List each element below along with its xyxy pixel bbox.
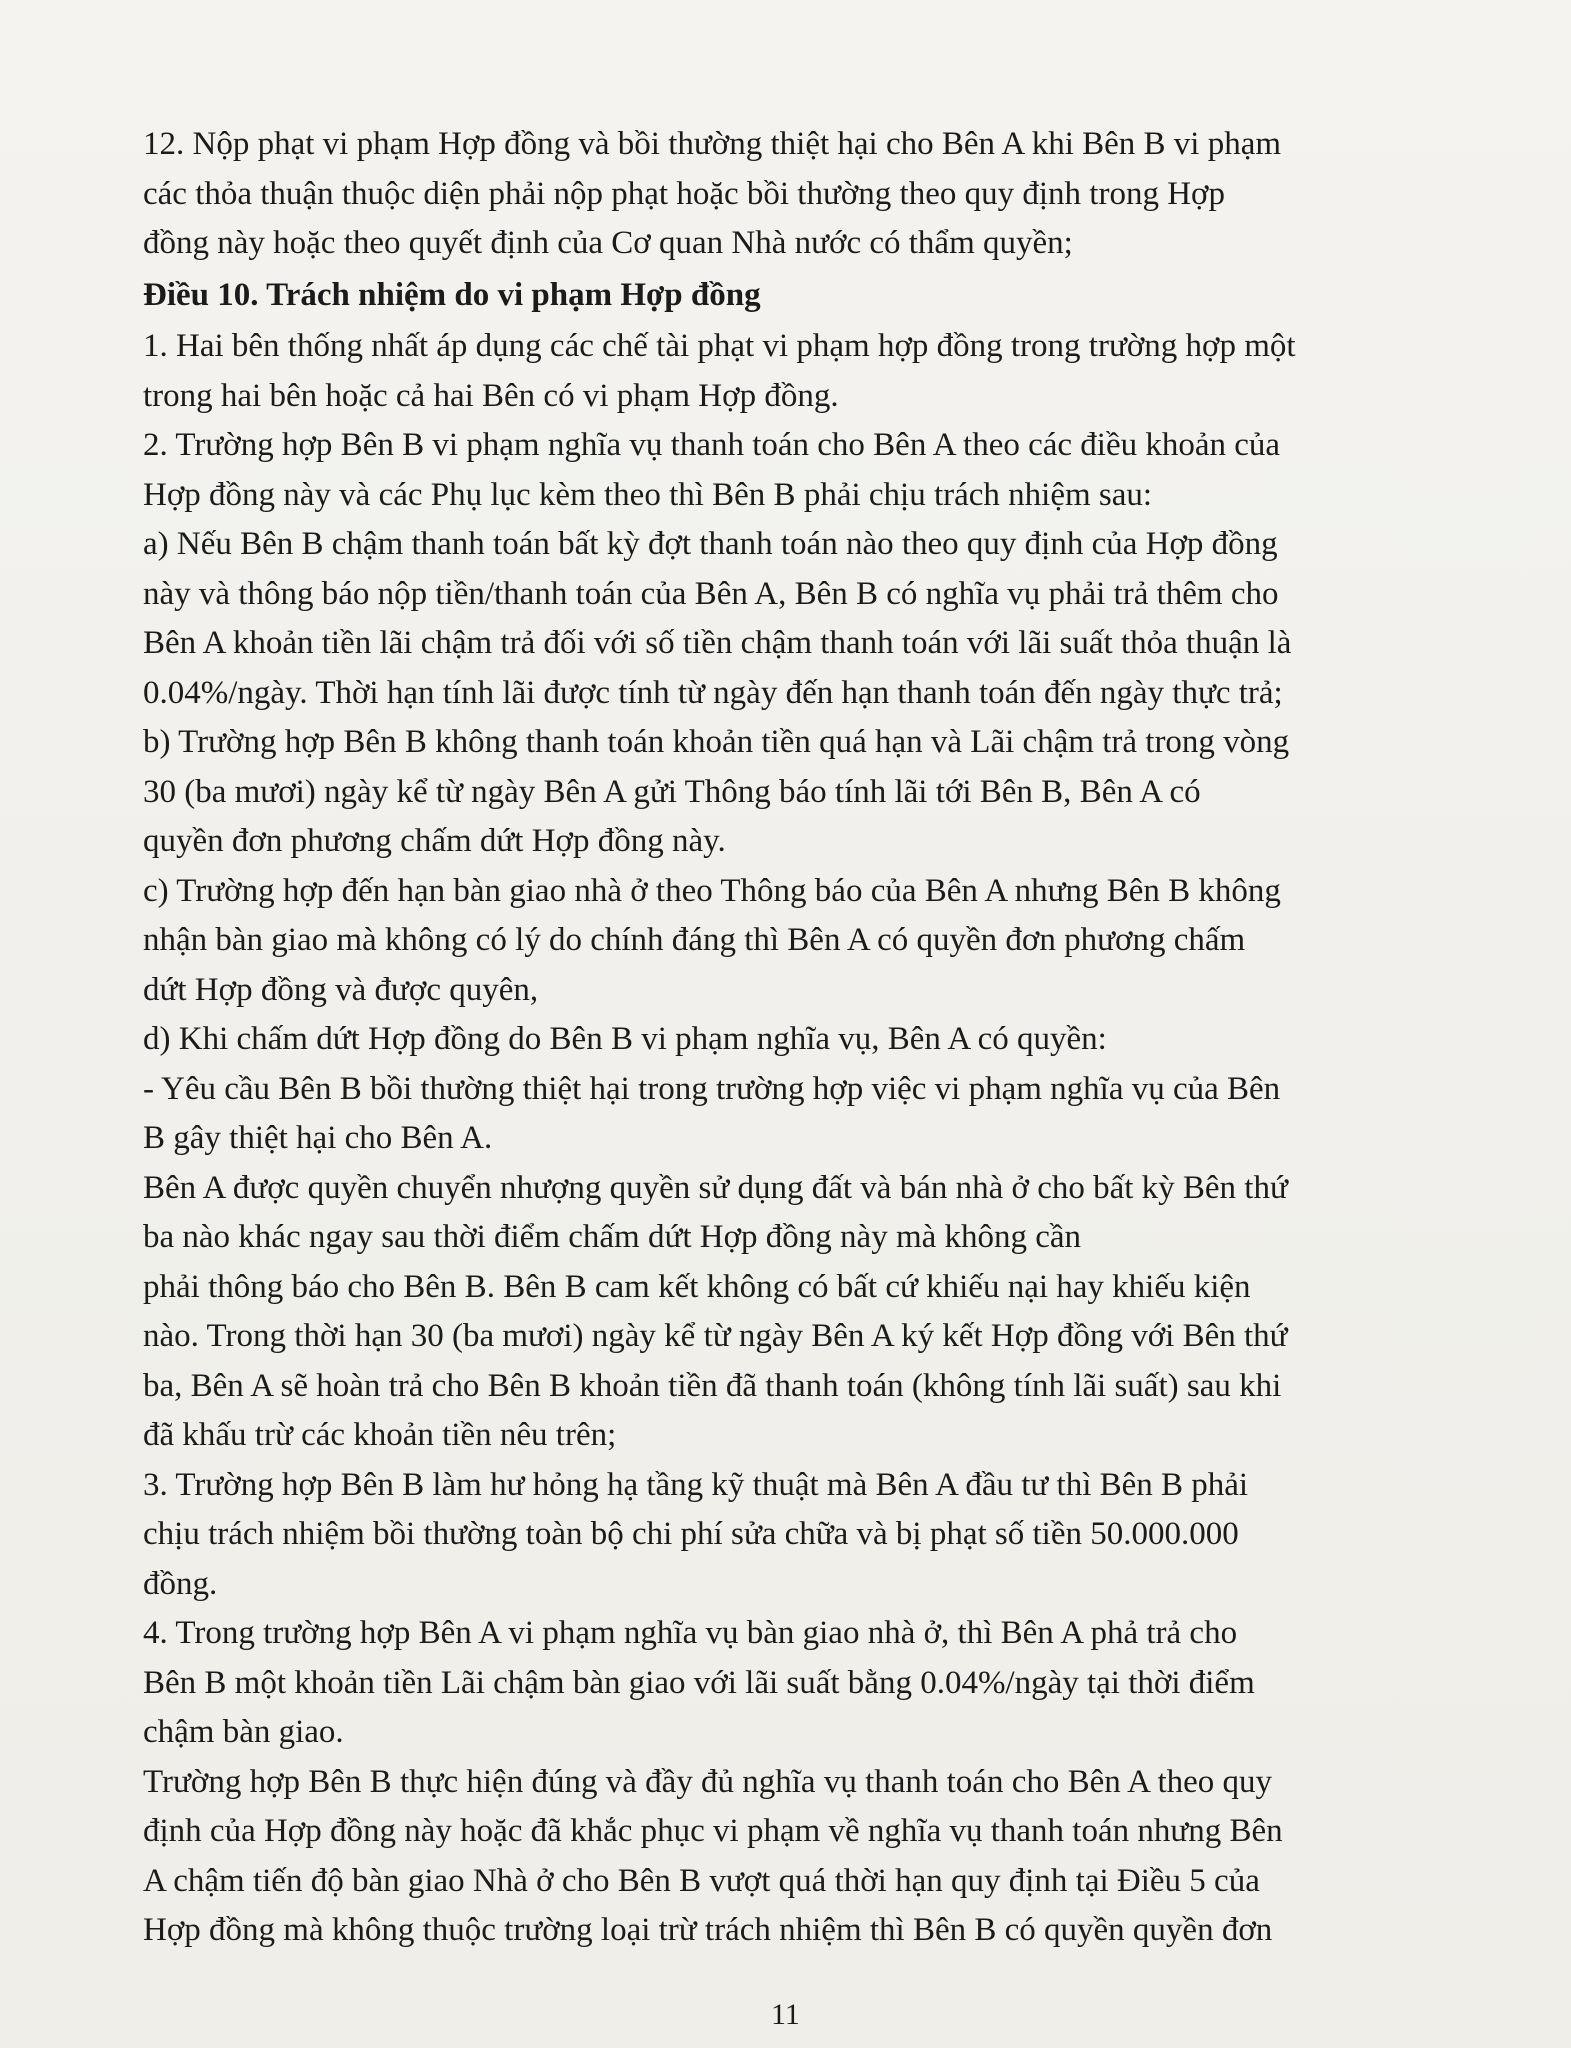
text-line: chậm bàn giao. xyxy=(143,1714,344,1750)
text-line: ba nào khác ngay sau thời điểm chấm dứt Hợp đồng này mà không cần xyxy=(143,1219,1082,1255)
text-line: chịu trách nhiệm bồi thường toàn bộ chi phí sửa chữa và bị phạt số tiền 50.000.000 xyxy=(143,1516,1239,1552)
text-line: b) Trường hợp Bên B không thanh toán khoản tiền quá hạn và Lãi chậm trả trong vòng xyxy=(143,724,1290,760)
text-line: dứt Hợp đồng và được quyên, xyxy=(143,971,539,1008)
text-line: định của Hợp đồng này hoặc đã khắc phục vi phạm về nghĩa vụ thanh toán nhưng Bên xyxy=(143,1813,1283,1849)
text-line: 2. Trường hợp Bên B vi phạm nghĩa vụ thanh toán cho Bên A theo các điều khoản của xyxy=(143,427,1281,463)
text-line: đồng này hoặc theo quyết định của Cơ quan Nhà nước có thẩm quyền; xyxy=(143,225,1073,261)
text-line: Hợp đồng này và các Phụ lục kèm theo thì Bên B phải chịu trách nhiệm sau: xyxy=(143,476,1153,513)
text-line: d) Khi chấm dứt Hợp đồng do Bên B vi phạm nghĩa vụ, Bên A có quyền: xyxy=(143,1021,1107,1057)
text-line: B gây thiệt hại cho Bên A. xyxy=(143,1120,493,1156)
text-line: Bên A được quyền chuyển nhượng quyền sử dụng đất và bán nhà ở cho bất kỳ Bên thứ xyxy=(143,1169,1288,1206)
text-line: 4. Trong trường hợp Bên A vi phạm nghĩa vụ bàn giao nhà ở, thì Bên A phả trả cho xyxy=(143,1615,1238,1651)
text-line: trong hai bên hoặc cả hai Bên có vi phạm Hợp đồng. xyxy=(143,377,839,414)
text-line: Hợp đồng mà không thuộc trường loại trừ trách nhiệm thì Bên B có quyền quyền đơn xyxy=(143,1912,1273,1948)
page-number: 11 xyxy=(771,1998,800,2031)
text-line: ba, Bên A sẽ hoàn trả cho Bên B khoản tiền đã thanh toán (không tính lãi suất) sau khi xyxy=(143,1367,1282,1404)
text-line: Bên A khoản tiền lãi chậm trả đối với số tiền chậm thanh toán với lãi suất thỏa thuận là xyxy=(143,625,1292,661)
text-line: các thỏa thuận thuộc diện phải nộp phạt hoặc bồi thường theo quy định trong Hợp xyxy=(143,175,1225,212)
text-line: Trường hợp Bên B thực hiện đúng và đầy đủ nghĩa vụ thanh toán cho Bên A theo quy xyxy=(143,1763,1273,1800)
text-line: Bên B một khoản tiền Lãi chậm bàn giao với lãi suất bằng 0.04%/ngày tại thời điểm xyxy=(143,1664,1255,1701)
text-line: - Yêu cầu Bên B bồi thường thiệt hại trong trường hợp việc vi phạm nghĩa vụ của Bên xyxy=(143,1070,1281,1107)
text-line: phải thông báo cho Bên B. Bên B cam kết không có bất cứ khiếu nại hay khiếu kiện xyxy=(143,1268,1251,1305)
contract-text-body xyxy=(143,120,1483,1956)
text-line: a) Nếu Bên B chậm thanh toán bất kỳ đợt thanh toán nào theo quy định của Hợp đồng xyxy=(143,526,1278,562)
text-line: nhận bàn giao mà không có lý do chính đáng thì Bên A có quyền đơn phương chấm xyxy=(143,922,1246,958)
text-line: này và thông báo nộp tiền/thanh toán của Bên A, Bên B có nghĩa vụ phải trả thêm cho xyxy=(143,575,1279,612)
text-line: 0.04%/ngày. Thời hạn tính lãi được tính từ ngày đến hạn thanh toán đến ngày thực trả; xyxy=(143,674,1283,711)
text-line: nào. Trong thời hạn 30 (ba mươi) ngày kể từ ngày Bên A ký kết Hợp đồng với Bên thứ xyxy=(143,1318,1288,1354)
text-line: 1. Hai bên thống nhất áp dụng các chế tài phạt vi phạm hợp đồng trong trường hợp một xyxy=(143,328,1296,364)
article-heading: Điều 10. Trách nhiệm do vi phạm Hợp đồng xyxy=(143,276,761,313)
text-line: A chậm tiến độ bàn giao Nhà ở cho Bên B vượt quá thời hạn quy định tại Điều 5 của xyxy=(143,1862,1260,1899)
text-line: 3. Trường hợp Bên B làm hư hỏng hạ tầng kỹ thuật mà Bên A đầu tư thì Bên B phải xyxy=(143,1466,1249,1503)
text-line: c) Trường hợp đến hạn bàn giao nhà ở theo Thông báo của Bên A nhưng Bên B không xyxy=(143,872,1281,909)
text-line: quyền đơn phương chấm dứt Hợp đồng này. xyxy=(143,823,726,859)
text-line: đồng. xyxy=(143,1565,218,1602)
text-line: 12. Nộp phạt vi phạm Hợp đồng và bồi thường thiệt hại cho Bên A khi Bên B vi phạm xyxy=(143,126,1282,162)
text-line: 30 (ba mươi) ngày kể từ ngày Bên A gửi Thông báo tính lãi tới Bên B, Bên A có xyxy=(143,773,1201,810)
text-line: đã khấu trừ các khoản tiền nêu trên; xyxy=(143,1417,617,1453)
